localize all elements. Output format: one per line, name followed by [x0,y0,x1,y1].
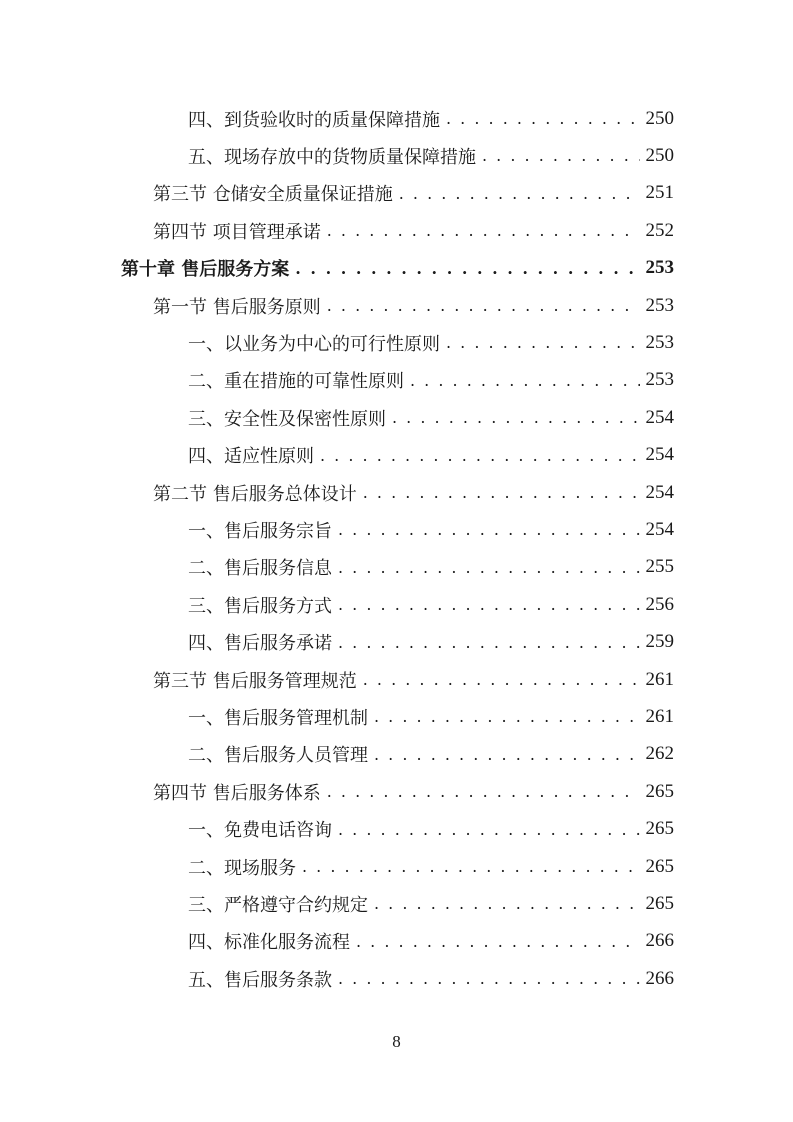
toc-entry-label: 四、适应性原则 [188,446,314,468]
toc-entry-item[interactable] [188,624,674,661]
toc-entry-page-number: 261 [645,705,674,727]
toc-entry-label: 第三节 售后服务管理规范 [153,670,357,692]
toc-entry-chapter[interactable] [121,250,674,287]
toc-entry-item[interactable] [188,960,674,997]
toc-entry-label: 第三节 仓储安全质量保证措施 [153,184,393,206]
toc-dot-leader [338,558,640,577]
toc-entry-label: 一、以业务为中心的可行性原则 [188,333,440,355]
toc-entry-page-number: 254 [645,518,674,540]
toc-entry-label: 第十章 售后服务方案 [121,259,290,281]
toc-entry-label: 第二节 售后服务总体设计 [153,483,357,505]
toc-entry-label: 二、售后服务信息 [188,558,332,580]
toc-dot-leader [302,857,640,876]
toc-entry-label: 一、售后服务管理机制 [188,707,368,729]
toc-dot-leader [338,820,640,839]
toc-entry-page-number: 251 [645,182,674,204]
toc-entry-page-number: 254 [645,481,674,503]
toc-dot-leader [338,520,640,539]
toc-entry-label: 五、售后服务条款 [188,969,332,991]
toc-entry-item[interactable] [188,736,674,773]
toc-entry-page-number: 254 [645,444,674,466]
toc-dot-leader [374,745,640,764]
toc-entry-page-number: 259 [645,631,674,653]
toc-entry-item[interactable] [188,698,674,735]
toc-entry-label: 一、免费电话咨询 [188,820,332,842]
toc-entry-page-number: 253 [645,369,674,391]
toc-entry-page-number: 253 [645,294,674,316]
page-number: 8 [392,1032,401,1051]
toc-entry-page-number: 266 [645,967,674,989]
toc-dot-leader [374,707,640,726]
toc-entry-label: 三、严格遵守合约规定 [188,894,368,916]
toc-entry-label: 二、售后服务人员管理 [188,745,368,767]
toc-dot-leader [327,782,640,801]
toc-entry-item[interactable] [188,923,674,960]
toc-entry-page-number: 265 [645,892,674,914]
toc-entry-item[interactable] [188,586,674,623]
toc-entry-item[interactable] [188,549,674,586]
toc-entry-page-number: 250 [645,107,674,129]
toc-entry-page-number: 252 [645,219,674,241]
toc-dot-leader [363,483,640,502]
toc-entry-page-number: 266 [645,930,674,952]
toc-entry-page-number: 253 [645,257,674,279]
toc-entry-section[interactable] [153,287,674,324]
toc-entry-page-number: 253 [645,331,674,353]
toc-entry-item[interactable] [188,885,674,922]
toc-entry-page-number: 265 [645,818,674,840]
toc-dot-leader [338,969,640,988]
toc-entry-item[interactable] [188,437,674,474]
toc-entry-section[interactable] [153,661,674,698]
toc-entry-label: 二、重在措施的可靠性原则 [188,371,404,393]
toc-dot-leader [374,894,640,913]
toc-entry-item[interactable] [188,324,674,361]
toc-entry-item[interactable] [188,511,674,548]
toc-entry-section[interactable] [153,212,674,249]
toc-entry-page-number: 255 [645,556,674,578]
toc-entry-label: 第四节 项目管理承诺 [153,221,321,243]
toc-dot-leader [446,333,640,352]
toc-entry-section[interactable] [153,773,674,810]
toc-entry-label: 四、标准化服务流程 [188,932,350,954]
toc-entry-section[interactable] [153,474,674,511]
toc-entry-label: 三、安全性及保密性原则 [188,408,386,430]
toc-dot-leader [327,221,640,240]
toc-entry-page-number: 265 [645,855,674,877]
toc-entry-item[interactable] [188,848,674,885]
toc-dot-leader [327,296,640,315]
toc-entry-item[interactable] [188,811,674,848]
toc-entry-page-number: 256 [645,593,674,615]
toc-entry-label: 四、售后服务承诺 [188,633,332,655]
toc-dot-leader [446,109,640,128]
toc-dot-leader [410,371,640,390]
toc-dot-leader [320,446,640,465]
toc-entry-label: 三、售后服务方式 [188,595,332,617]
toc-entry-page-number: 254 [645,406,674,428]
toc-entry-label: 四、到货验收时的质量保障措施 [188,109,440,131]
toc-dot-leader [338,595,640,614]
toc-entry-page-number: 261 [645,668,674,690]
toc-entry-label: 第四节 售后服务体系 [153,782,321,804]
toc-dot-leader [295,259,639,278]
toc-entry-item[interactable] [188,100,674,137]
toc-entry-label: 一、售后服务宗旨 [188,520,332,542]
toc-entry-item[interactable] [188,399,674,436]
toc-entry-label: 五、现场存放中的货物质量保障措施 [188,146,476,168]
toc-dot-leader [356,932,640,951]
toc-entry-item[interactable] [188,137,674,174]
toc-entry-page-number: 250 [645,144,674,166]
toc-entry-page-number: 265 [645,780,674,802]
toc-entry-section[interactable] [153,175,674,212]
toc-entry-label: 二、现场服务 [188,857,296,879]
toc-dot-leader [482,146,640,165]
toc-dot-leader [363,670,640,689]
toc-entry-label: 第一节 售后服务原则 [153,296,321,318]
toc-entry-item[interactable] [188,362,674,399]
toc-dot-leader [392,408,640,427]
toc-entry-page-number: 262 [645,743,674,765]
toc-dot-leader [399,184,640,203]
toc-dot-leader [338,633,640,652]
